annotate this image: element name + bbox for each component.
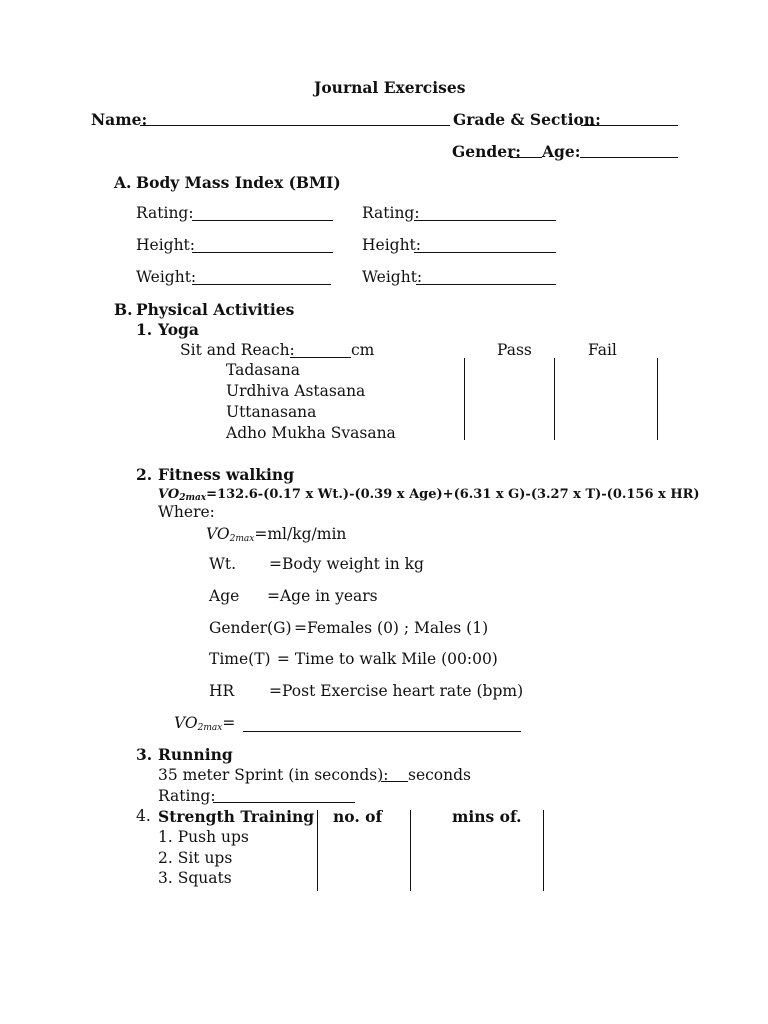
definition-term: Wt. [209,555,237,573]
vo2-result-label [174,716,235,733]
strength-heading: Strength Training [158,807,315,826]
strength-item: 2. Sit ups [158,849,233,867]
strength-number: 4. [136,807,151,825]
sit-reach-unit: cm [351,341,375,359]
strength-table-divider [410,810,411,891]
definition-term: Gender(G) [209,619,292,637]
section-a-letter: A. [114,173,132,192]
vo2-subscript: 2max [197,723,223,733]
grade-section-field-line[interactable] [581,125,678,126]
definition-value: = Time to walk Mile (00:00) [272,650,498,668]
weight-label-right: Weight: [362,268,423,286]
height-label-left: Height: [136,236,196,254]
gender-field-line[interactable] [510,157,542,158]
weight-field-left[interactable] [192,284,331,285]
fitness-walking-heading: Fitness walking [158,465,295,484]
weight-field-right[interactable] [416,284,556,285]
page-title: Journal Exercises [314,78,466,97]
vo2-result-equals: = [222,714,236,732]
gender-label: Gender: [452,142,521,161]
sit-reach-label: Sit and Reach: [180,341,295,359]
section-b-heading: Physical Activities [136,300,295,319]
vo2-formula [158,488,700,503]
fitness-walking-number: 2. [136,465,153,484]
section-b-letter: B. [114,300,133,319]
pass-header: Pass [497,341,532,359]
rating-field-left[interactable] [192,220,333,221]
definition-value: =Post Exercise heart rate (bpm) [269,682,524,700]
strength-item: 3. Squats [158,869,232,887]
height-field-left[interactable] [192,252,333,253]
strength-table-divider [317,810,318,891]
sprint-field-line[interactable] [381,781,408,782]
vo2-unit-def: =ml/kg/min [254,525,347,543]
rating-label-left: Rating: [136,204,194,222]
strength-table-divider [543,810,544,891]
where-label: Where: [158,503,215,521]
strength-item: 1. Push ups [158,828,249,846]
vo2-symbol: VO [206,525,230,543]
pose-item: Uttanasana [226,403,317,421]
vo2-formula-body: =132.6-(0.17 x Wt.)-(0.39 x Age)+(6.31 x G)-(3.27 x T)-(0.156 x HR) [206,487,700,502]
strength-col-mins-header: mins of. [452,807,522,826]
definition-term: HR [209,682,235,700]
height-field-right[interactable] [414,252,556,253]
sprint-label: 35 meter Sprint (in seconds): [158,766,389,784]
rating-field-right[interactable] [414,220,556,221]
running-number: 3. [136,745,153,764]
sprint-unit: seconds [408,766,471,784]
age-field-line[interactable] [580,157,678,158]
grade-section-label: Grade & Section: [453,110,601,129]
name-label: Name: [91,110,148,129]
vo2-result-field-line[interactable] [243,731,521,732]
vo2-definition [206,527,346,544]
definition-value: =Body weight in kg [269,555,424,573]
vo2-symbol: VO [158,487,180,502]
yoga-table-divider [657,358,658,440]
yoga-heading: Yoga [158,320,199,339]
age-label: Age: [542,142,581,161]
weight-label-left: Weight: [136,268,197,286]
yoga-number: 1. [136,320,153,339]
section-a-heading: Body Mass Index (BMI) [136,173,341,192]
pose-item: Tadasana [226,361,300,379]
definition-value: =Females (0) ; Males (1) [294,619,489,637]
running-heading: Running [158,745,233,764]
definition-value: =Age in years [267,587,378,605]
yoga-table-divider [464,358,465,440]
sit-reach-field-line[interactable] [290,357,351,358]
running-rating-field-line[interactable] [213,802,355,803]
name-field-line[interactable] [140,125,450,126]
definition-term: Time(T) [209,650,271,668]
vo2-symbol: VO [174,714,198,732]
running-rating-label: Rating: [158,787,216,805]
pose-item: Adho Mukha Svasana [226,424,396,442]
strength-col-reps-header: no. of [333,807,383,826]
vo2-subscript: 2max [179,493,207,503]
definition-term: Age [209,587,240,605]
rating-label-right: Rating: [362,204,420,222]
pose-item: Urdhiva Astasana [226,382,366,400]
yoga-table-divider [554,358,555,440]
height-label-right: Height: [362,236,422,254]
vo2-subscript: 2max [229,534,255,544]
fail-header: Fail [588,341,617,359]
